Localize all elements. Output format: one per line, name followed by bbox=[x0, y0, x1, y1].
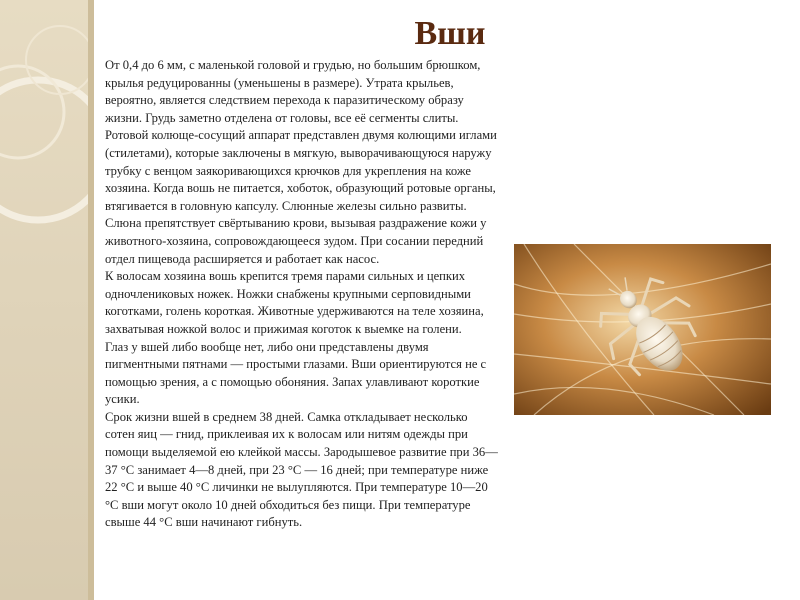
paragraph-legs: К волосам хозяина вошь крепится тремя парами сильных и цепких одночлениковых ножек. Ножки снабжены крупными серповидными коготками, голень короткая. Животные удерживаются на теле хозяина, захватывая ножкой волос и прижимая коготок к выемке на голени. bbox=[105, 269, 484, 336]
side-divider bbox=[88, 0, 94, 600]
louse-photo bbox=[514, 244, 771, 415]
paragraph-lifespan: Срок жизни вшей в среднем 38 дней. Самка откладывает несколько сотен яиц — гнид, приклеивая их к волосам или нитям одежды при помощи выделяемой ею клейкой массы. Зародышевое развитие при 36—37 °C занимает 4—8 дней, при 23 °C — 16 дней; при температуре ниже 22 °C и выше 40 °C личинки не вылупляются. При температуре 10—20 °C вши могут около 10 дней обходиться без пищи. При температуре свыше 44 °C вши начинают гибнуть. bbox=[105, 409, 498, 530]
decorative-side-band bbox=[0, 0, 88, 600]
rings-ornament-icon bbox=[0, 0, 88, 600]
louse-icon bbox=[514, 244, 771, 415]
paragraph-mouthparts: Ротовой колюще-сосущий аппарат представлен двумя колющими иглами (стилетами), которые заключены в мягкую, выворачивающуюся наружу трубку с венцом заякоривающихся крючков для укрепления на коже хозяина. Когда вошь не питается, хоботок, образующий ротовые органы, втягивается в головную капсулу. Слюнные железы сильно развиты. Слюна препятствует свёртыванию крови, вызывая раздражение кожи у животного-хозяина, сопровождающееся зудом. При сосании передний отдел пищевода расширяется и работает как насос. bbox=[105, 128, 497, 266]
body-text bbox=[105, 57, 500, 532]
slide-title: Вши bbox=[414, 15, 486, 52]
paragraph-eyes: Глаз у вшей либо вообще нет, либо они представлены двумя пигментными пятнами — простыми глазами. Вши ориентируются не с помощью зрения, а с помощью обоняния. Запах улавливают короткие усики. bbox=[105, 339, 487, 407]
paragraph-morphology: От 0,4 до 6 мм, с маленькой головой и грудью, но большим брюшком, крылья редуцированны (уменьшены в размере). Утрата крыльев, вероятно, является следствием перехода к паразитическому образу жизни. Грудь заметно отделена от головы, все её сегменты слиты. bbox=[105, 58, 481, 125]
